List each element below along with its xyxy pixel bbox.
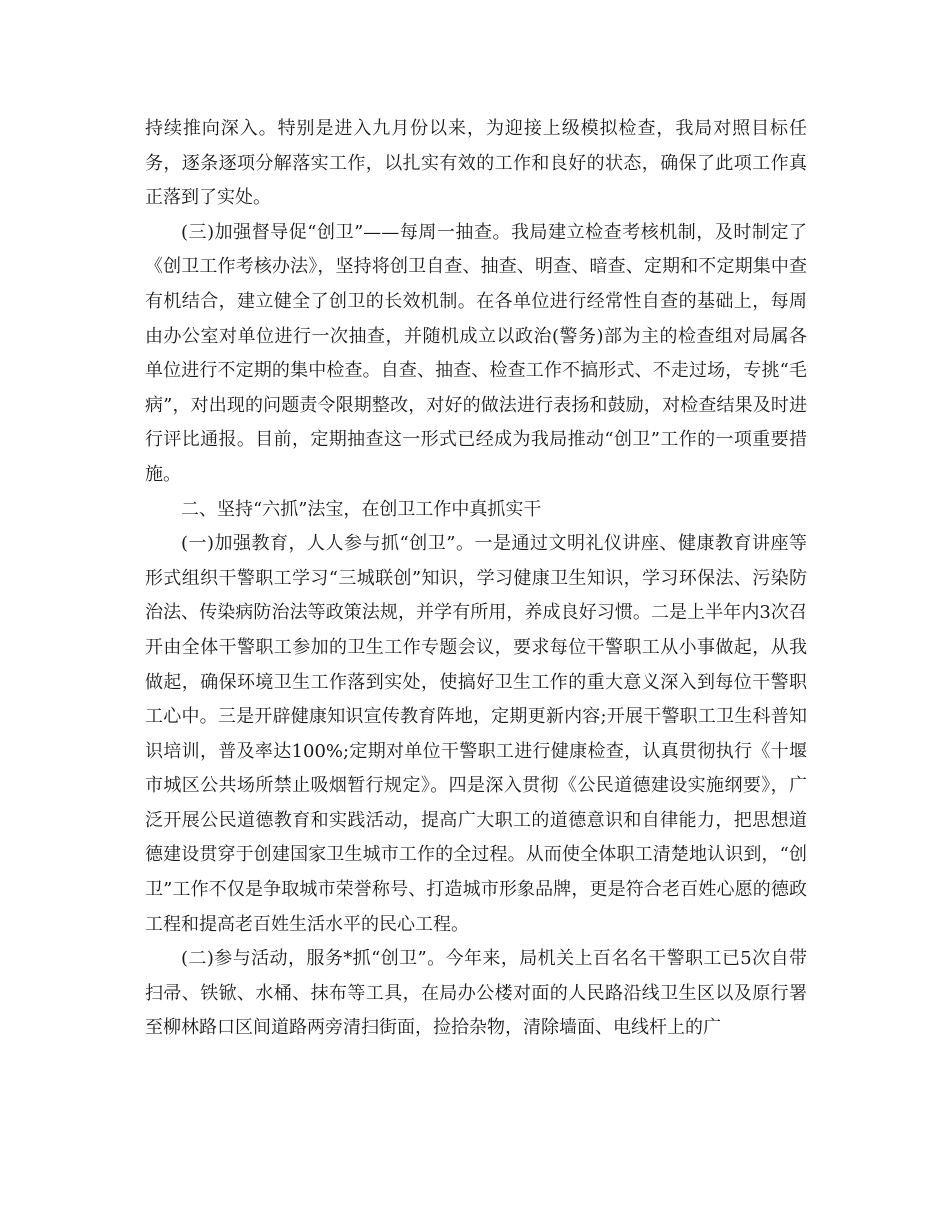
section-heading-six-measures: 二、坚持“六抓”法宝，在创卫工作中真抓实干 [181, 498, 542, 520]
paragraph-education: (一)加强教育，人人参与抓“创卫”。一是通过文明礼仪讲座、健康教育讲座等形式组织干警职工学习“三城联创”知识，学习健康卫生知识，学习环保法、污染防治法、传染病防治法等政策法规，并学有所用，养成良好习惯。二是上半年内3次召开由全体干警职工参加的卫生工作专题会议，要求每位干警职工从小事做起，从我做起，确保环境卫生工作落到实处，使搞好卫生工作的重大意义深入到每位干警职工心中。三是开辟健康知识宣传教育阵地，定期更新内容;开展干警职工卫生科普知识培训，普及率达100%;定期对单位干警职工进行健康检查，认真贯彻执行《十堰市城区公共场所禁止吸烟暂行规定》。四是深入贯彻《公民道德建设实施纲要》，广泛开展公民道德教育和实践活动，提高广大职工的道德意识和自律能力，把思想道德建设贯穿于创建国家卫生城市工作的全过程。从而使全体职工清楚地认识到，“创卫”工作不仅是争取城市荣誉称号、打造城市形象品牌，更是符合老百姓心愿的德政工程和提高老百姓生活水平的民心工程。 [145, 533, 807, 935]
paragraph-continuation: 持续推向深入。特别是进入九月份以来，为迎接上级模拟检查，我局对照目标任务，逐条逐项分解落实工作，以扎实有效的工作和良好的状态，确保了此项工作真正落到了实处。 [145, 118, 807, 209]
paragraph-activities: (二)参与活动，服务*抓“创卫”。今年来，局机关上百名名干警职工已5次自带扫帚、铁锨、水桶、抹布等工具，在局办公楼对面的人民路沿线卫生区以及原行署至柳林路口区间道路两旁清扫街面，捡拾杂物，清除墙面、电线杆上的广 [145, 948, 807, 1039]
document-body [145, 112, 807, 1046]
paragraph-supervision: (三)加强督导促“创卫”——每周一抽查。我局建立检查考核机制，及时制定了《创卫工作考核办法》，坚持将创卫自查、抽查、明查、暗查、定期和不定期集中查有机结合，建立健全了创卫的长效机制。在各单位进行经常性自查的基础上，每周由办公室对单位进行一次抽查，并随机成立以政治(警务)部为主的检查组对局属各单位进行不定期的集中检查。自查、抽查、检查工作不搞形式、不走过场，专挑“毛病”，对出现的问题责令限期整改，对好的做法进行表扬和鼓励，对检查结果及时进行评比通报。目前，定期抽查这一形式已经成为我局推动“创卫”工作的一项重要措施。 [145, 221, 807, 485]
